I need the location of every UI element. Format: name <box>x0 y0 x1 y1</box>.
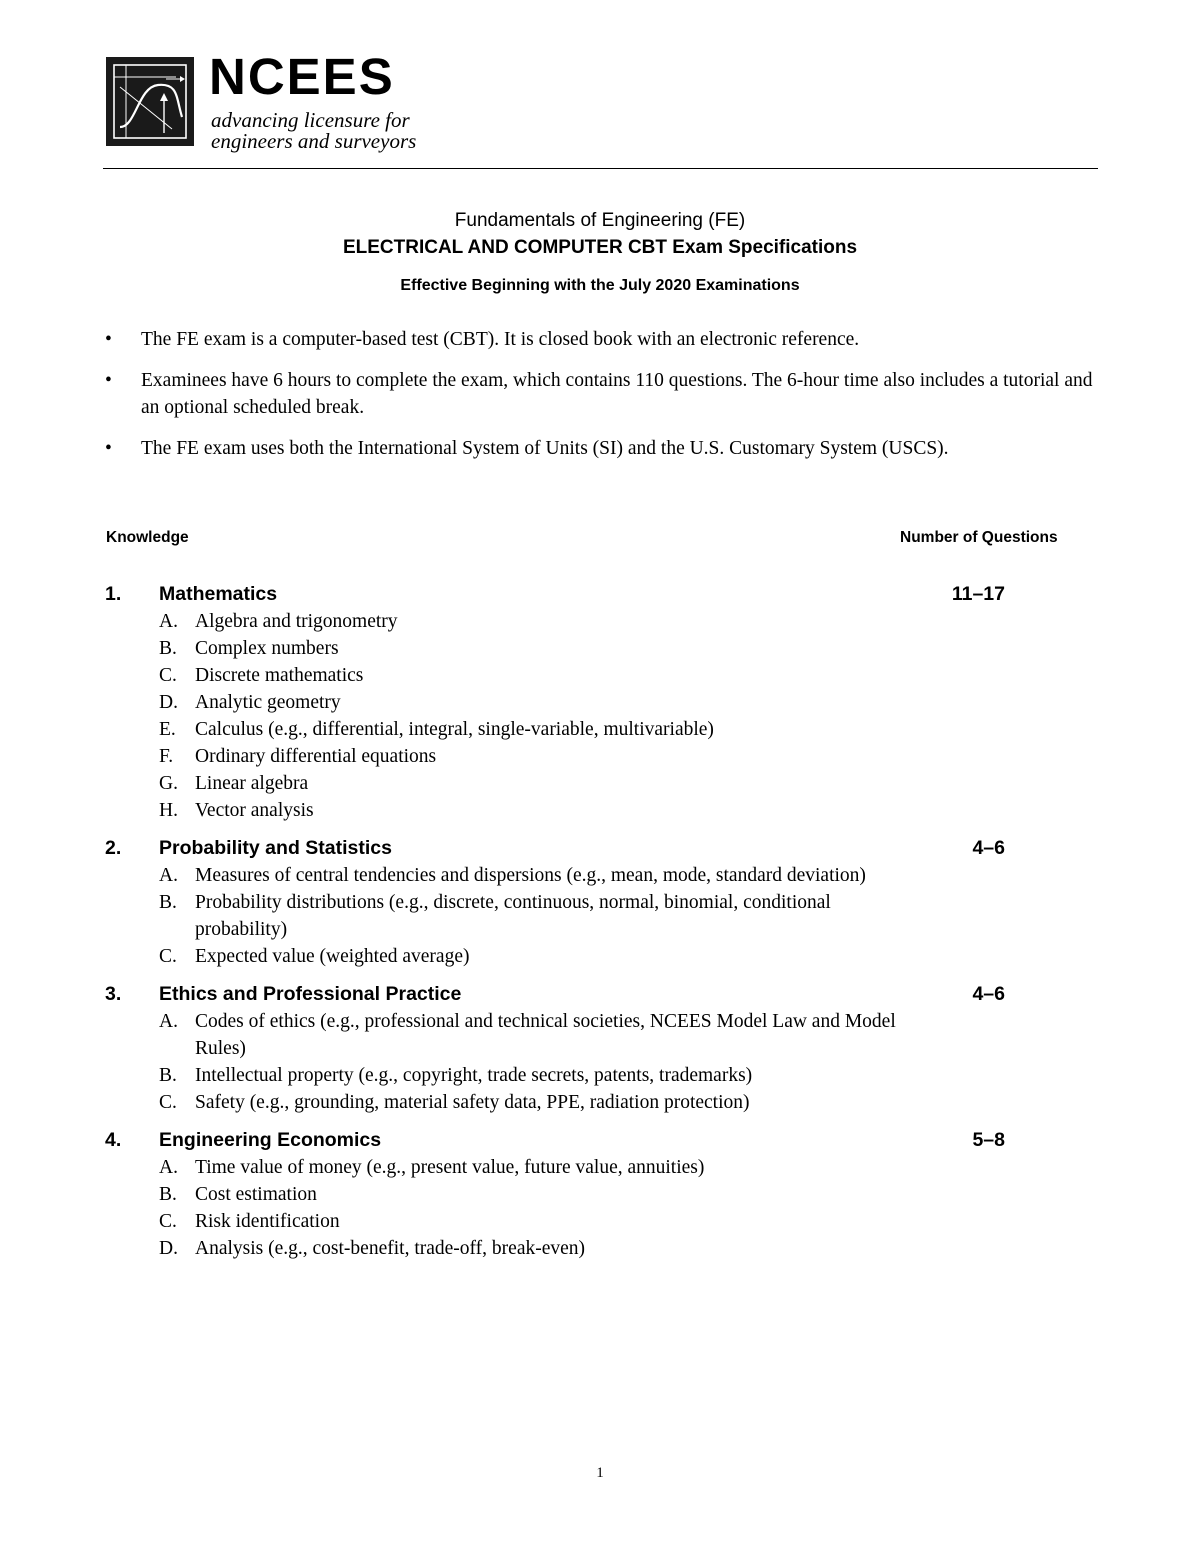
subtopic-text: Algebra and trigonometry <box>195 611 398 632</box>
topic-section <box>105 1126 1095 1262</box>
topic-heading <box>105 580 1095 608</box>
subtopic-item <box>105 716 915 743</box>
topic-question-count: 11–17 <box>951 583 1005 605</box>
subtopic-letter: G. <box>159 773 178 794</box>
subtopic-item <box>105 862 915 889</box>
exam-info-list <box>105 326 1095 476</box>
topic-question-count: 4–6 <box>972 983 1005 1005</box>
subtopic-item <box>105 943 915 970</box>
effective-date-heading: Effective Beginning with the July 2020 Examinations <box>400 277 800 294</box>
ncees-logo <box>106 48 436 153</box>
subtopic-letter: C. <box>159 1211 177 1232</box>
bullet-icon: • <box>105 438 112 459</box>
subtopic-letter: A. <box>159 865 178 886</box>
topic-heading <box>105 980 1095 1008</box>
subtopic-item <box>105 608 915 635</box>
ncees-emblem-icon <box>106 57 194 146</box>
topic-name: Probability and Statistics <box>159 837 392 859</box>
topic-heading <box>105 1126 1095 1154</box>
knowledge-topics <box>105 580 1095 1272</box>
topic-name: Ethics and Professional Practice <box>159 983 462 1005</box>
subtopic-text: Risk identification <box>195 1211 340 1232</box>
subtopic-item <box>105 1089 915 1116</box>
subtopic-item <box>105 635 915 662</box>
subtopic-item <box>105 662 915 689</box>
subtopic-item <box>105 770 915 797</box>
subtopic-letter: D. <box>159 1238 178 1259</box>
topic-section <box>105 580 1095 824</box>
topic-number: 1. <box>105 583 122 605</box>
document-title: Fundamentals of Engineering (FE) <box>454 210 746 231</box>
topic-question-count: 5–8 <box>972 1129 1005 1151</box>
subtopic-item <box>105 889 915 943</box>
exam-info-item <box>105 326 1095 353</box>
subtopic-text: Probability distributions (e.g., discrete, continuous, normal, binomial, conditional probability) <box>195 892 831 940</box>
document-subtitle: ELECTRICAL AND COMPUTER CBT Exam Specifications <box>342 237 858 258</box>
topic-section <box>105 980 1095 1116</box>
subtopic-text: Measures of central tendencies and dispersions (e.g., mean, mode, standard deviation) <box>195 865 866 886</box>
page-number: 1 <box>596 1465 604 1481</box>
subtopic-text: Discrete mathematics <box>195 665 364 686</box>
topic-heading <box>105 834 1095 862</box>
topic-question-count: 4–6 <box>972 837 1005 859</box>
subtopic-text: Cost estimation <box>195 1184 317 1205</box>
subtopic-item <box>105 1008 915 1062</box>
subtopic-letter: F. <box>159 746 174 767</box>
subtopic-letter: B. <box>159 1065 177 1086</box>
logo-tagline-line1: advancing licensure for <box>211 108 410 132</box>
bullet-icon: • <box>105 370 112 391</box>
subtopic-item <box>105 743 915 770</box>
header-divider <box>103 168 1098 169</box>
logo-wordmark: NCEES <box>209 48 395 105</box>
exam-info-text: The FE exam is a computer-based test (CBT). It is closed book with an electronic reference. <box>141 329 860 350</box>
subtopic-text: Linear algebra <box>195 773 309 794</box>
subtopic-letter: B. <box>159 638 177 659</box>
exam-info-item <box>105 435 1095 462</box>
subtopic-text: Codes of ethics (e.g., professional and technical societies, NCEES Model Law and Model Rules) <box>195 1011 896 1059</box>
subtopic-text: Vector analysis <box>195 800 314 821</box>
subtopic-text: Intellectual property (e.g., copyright, trade secrets, patents, trademarks) <box>195 1065 753 1086</box>
subtopic-text: Calculus (e.g., differential, integral, single-variable, multivariable) <box>195 719 714 740</box>
bullet-icon: • <box>105 329 112 350</box>
subtopic-letter: B. <box>159 892 177 913</box>
subtopic-letter: A. <box>159 1157 178 1178</box>
subtopic-item <box>105 689 915 716</box>
subtopic-text: Ordinary differential equations <box>195 746 437 767</box>
exam-info-item <box>105 367 1095 421</box>
topic-section <box>105 834 1095 970</box>
subtopic-item <box>105 1181 915 1208</box>
knowledge-column-header: Knowledge <box>106 529 189 546</box>
subtopic-letter: C. <box>159 946 177 967</box>
subtopic-letter: A. <box>159 1011 178 1032</box>
subtopic-letter: B. <box>159 1184 177 1205</box>
subtopic-item <box>105 1154 915 1181</box>
subtopic-text: Complex numbers <box>195 638 339 659</box>
subtopic-text: Safety (e.g., grounding, material safety data, PPE, radiation protection) <box>195 1092 750 1113</box>
subtopic-item <box>105 1208 915 1235</box>
topic-name: Engineering Economics <box>159 1129 382 1151</box>
logo-tagline-line2: engineers and surveyors <box>211 129 417 153</box>
subtopic-item <box>105 1062 915 1089</box>
subtopic-text: Analysis (e.g., cost-benefit, trade-off, break-even) <box>195 1238 586 1259</box>
subtopic-text: Analytic geometry <box>195 692 341 713</box>
topic-number: 4. <box>105 1129 122 1151</box>
subtopic-letter: D. <box>159 692 178 713</box>
subtopic-letter: C. <box>159 1092 177 1113</box>
subtopic-letter: H. <box>159 800 178 821</box>
subtopic-text: Expected value (weighted average) <box>195 946 470 967</box>
topic-number: 2. <box>105 837 122 859</box>
question-count-column-header: Number of Questions <box>900 529 1058 546</box>
exam-info-text: The FE exam uses both the International System of Units (SI) and the U.S. Customary System (USCS). <box>141 438 949 459</box>
subtopic-text: Time value of money (e.g., present value, future value, annuities) <box>195 1157 705 1178</box>
subtopic-letter: A. <box>159 611 178 632</box>
subtopic-item <box>105 1235 915 1262</box>
exam-info-text: Examinees have 6 hours to complete the exam, which contains 110 questions. The 6-hour time also includes a tutorial and an optional scheduled break. <box>141 370 1093 418</box>
subtopic-letter: C. <box>159 665 177 686</box>
subtopic-letter: E. <box>159 719 176 740</box>
topic-number: 3. <box>105 983 122 1005</box>
subtopic-item <box>105 797 915 824</box>
topic-name: Mathematics <box>159 583 278 605</box>
